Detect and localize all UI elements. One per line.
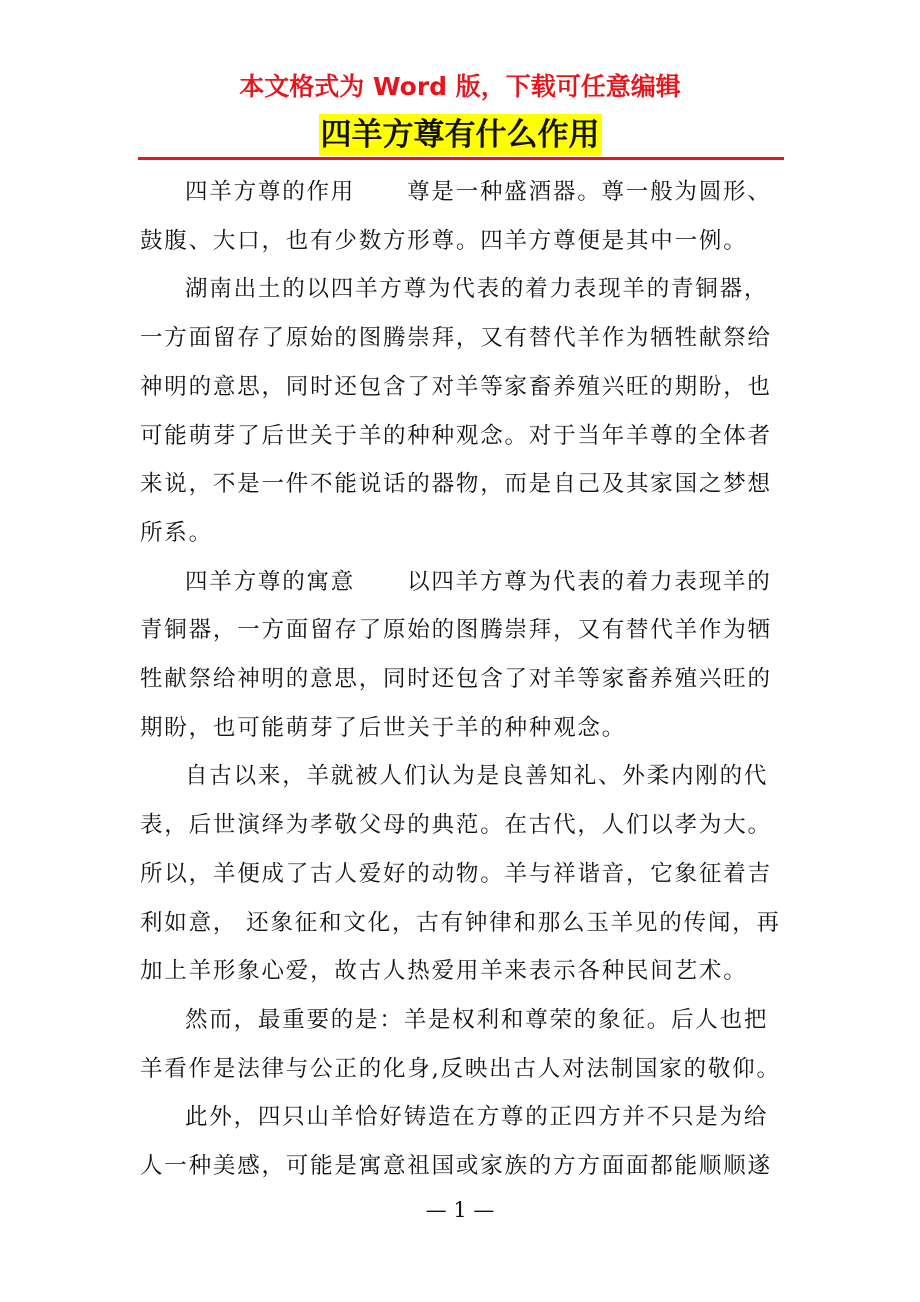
paragraph-3 [140,558,792,753]
paragraph-1 [140,168,792,265]
paragraph-4: 自古以来，羊就被人们认为是良善知礼、外柔内刚的代表，后世演绎为孝敬父母的典范。在古代，人们以孝为大。所以，羊便成了古人爱好的动物。羊与祥谐音，它象征着吉利如意， 还象征和文化，古有钟律和那么玉羊见的传闻，再加上羊形象心爱，故古人热爱用羊来表示各种民间艺术。 [140,763,781,985]
paragraph-6: 此外，四只山羊恰好铸造在方尊的正四方并不只是为给人一种美感，可能是寓意祖国或家族的方方面面都能顺顺遂 [140,1104,772,1180]
document-body [140,168,792,1191]
format-notice: 本文格式为 Word 版，下载可任意编辑 [239,72,681,101]
paragraph-5: 然而，最重要的是：羊是权利和尊荣的象征。后人也把羊看作是法律与公正的化身,反映出古人对法制国家的敬仰。 [140,1006,781,1082]
paragraph-2: 湖南出土的以四羊方尊为代表的着力表现羊的青铜器，一方面留存了原始的图腾崇拜，又有替代羊作为牺牲献祭给神明的意思，同时还包含了对羊等家畜养殖兴旺的期盼，也可能萌芽了后世关于羊的种种观念。对于当年羊尊的全体者来说，不是一件不能说话的器物，而是自己及其家国之梦想所系。 [140,276,772,546]
paragraph-3-heading: 四羊方尊的寓意 [185,568,356,595]
paragraph-1-heading: 四羊方尊的作用 [185,179,356,205]
title-divider [138,157,784,160]
paragraph-3-text: 以四羊方尊为代表的着力表现羊的青铜器，一方面留存了原始的图腾崇拜，又有替代羊作为牺牲献祭给神明的意思，同时还包含了对羊等家畜养殖兴旺的期盼，也可能萌芽了后世关于羊的种种观念。 [140,568,772,741]
page-number: — 1 — [425,1198,495,1222]
title-wrap [0,114,920,156]
paragraph-1-text: 尊是一种盛酒器。尊一般为圆形、鼓腹、大口，也有少数方形尊。四羊方尊便是其中一例。 [140,179,772,254]
page-title: 四羊方尊有什么作用 [319,114,602,156]
